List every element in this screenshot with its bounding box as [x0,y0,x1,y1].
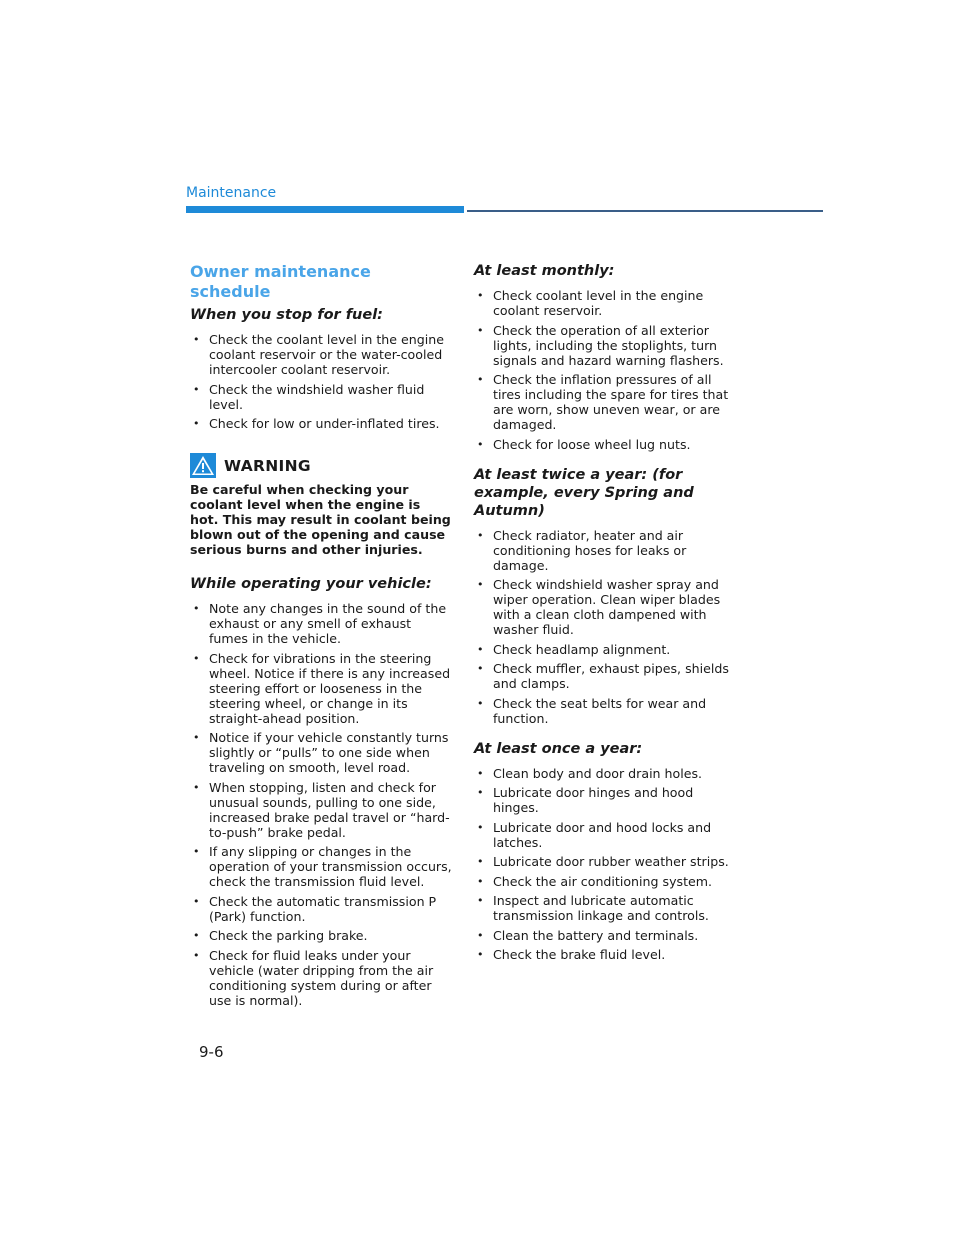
twice-yearly-heading: At least twice a year: (for example, every Spring and Autumn) [474,466,694,519]
section-header: Maintenance [186,185,277,201]
list-item: • Check coolant level in the engine coolant reservoir. [474,288,736,318]
list-item: • Clean body and door drain holes. [474,766,736,781]
list-item: • Inspect and lubricate automatic transmission linkage and controls. [474,893,736,923]
list-item: • Check for loose wheel lug nuts. [474,437,736,452]
list-item: • Check the parking brake. [190,928,452,943]
list-item: • Check for fluid leaks under your vehicle (water dripping from the air conditioning system during or after use is normal). [190,948,452,1008]
list-item: • Lubricate door hinges and hood hinges. [474,785,736,815]
list-item: • Clean the battery and terminals. [474,928,736,943]
list-item: • Lubricate door rubber weather strips. [474,854,736,869]
list-item: • Note any changes in the sound of the exhaust or any smell of exhaust fumes in the vehicle. [190,601,452,646]
page-title: Owner maintenance schedule [190,262,371,301]
list-item: • Check the air conditioning system. [474,874,736,889]
list-item: • Check for vibrations in the steering wheel. Notice if there is any increased steering effort or looseness in the steering wheel, or change in its straight-ahead position. [190,651,452,726]
warning-text: Be careful when checking your coolant level when the engine is hot. This may result in coolant being blown out of the opening and cause serious burns and other injuries. [190,482,451,557]
list-item: • Check the automatic transmission P (Park) function. [190,894,452,924]
list-item: • Check the brake fluid level. [474,947,736,962]
fuel-heading: When you stop for fuel: [190,307,383,323]
warning-triangle-icon [190,453,216,478]
list-item: • When stopping, listen and check for unusual sounds, pulling to one side, increased brake pedal travel or “hard-to-push” brake pedal. [190,780,452,840]
list-item: • Notice if your vehicle constantly turns slightly or “pulls” to one side when traveling on smooth, level road. [190,730,452,775]
list-item: • Lubricate door and hood locks and latches. [474,820,736,850]
page-number: 9-6 [199,1043,224,1061]
list-item: • Check the inflation pressures of all tires including the spare for tires that are worn, show uneven wear, or are damaged. [474,372,736,432]
list-item: • Check the seat belts for wear and function. [474,696,736,726]
list-item: • Check the windshield washer fluid level. [190,382,452,412]
monthly-heading: At least monthly: [474,263,615,279]
list-item: • Check headlamp alignment. [474,642,736,657]
fuel-list [190,332,452,431]
list-item: • Check muffler, exhaust pipes, shields and clamps. [474,661,736,691]
yearly-list [474,766,736,963]
monthly-list [474,288,736,452]
left-column [190,262,452,1012]
list-item: • Check radiator, heater and air conditioning hoses for leaks or damage. [474,528,736,573]
right-column [474,262,736,967]
list-item: • Check the operation of all exterior lights, including the stoplights, turn signals and hazard warning flashers. [474,323,736,368]
twice-yearly-list [474,528,736,726]
warning-header [190,453,452,478]
list-item: • Check windshield washer spray and wiper operation. Clean wiper blades with a clean cloth dampened with washer fluid. [474,577,736,637]
yearly-heading: At least once a year: [474,740,643,757]
list-item: • Check the coolant level in the engine coolant reservoir or the water-cooled intercooler coolant reservoir. [190,332,452,377]
warning-label: WARNING [224,456,311,475]
header-rule [467,210,823,212]
operating-list [190,601,452,1008]
list-item: • If any slipping or changes in the operation of your transmission occurs, check the transmission fluid level. [190,844,452,889]
list-item: • Check for low or under-inflated tires. [190,416,452,431]
header-rule-accent [186,206,464,213]
operating-heading: While operating your vehicle: [190,576,432,592]
